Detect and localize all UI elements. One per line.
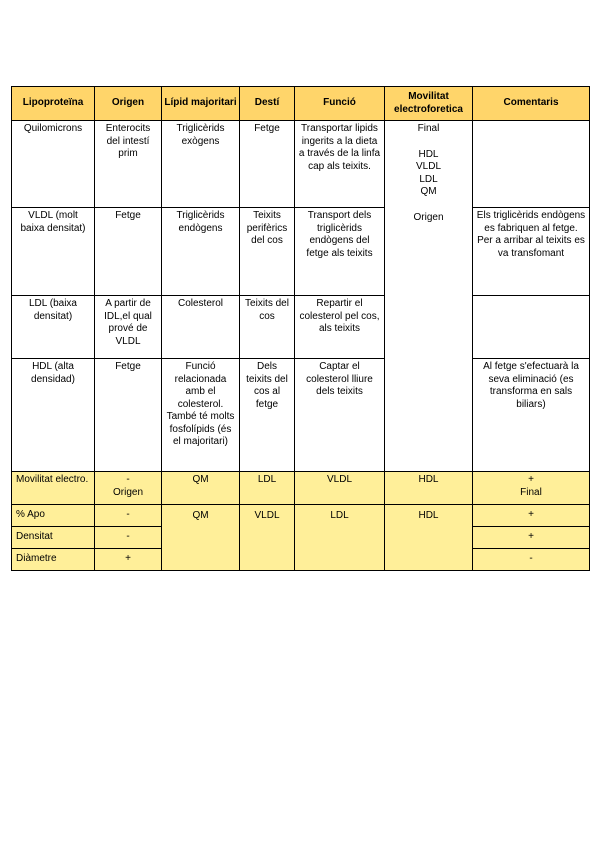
summary-cell-origen: + xyxy=(95,549,162,571)
header-movilitat: Movilitat electroforetica xyxy=(385,87,473,121)
cell-origen: Fetge xyxy=(95,359,162,472)
summary-cell-origen: - xyxy=(95,505,162,527)
summary-cell-comentaris: + xyxy=(473,527,590,549)
table-row xyxy=(12,121,590,208)
summary-label: % Apo xyxy=(12,505,95,527)
movilitat-origen: Origen xyxy=(413,211,444,223)
header-lipoproteina: Lipoproteïna xyxy=(12,87,95,121)
table-row xyxy=(12,359,590,472)
summary-cell-comentaris xyxy=(473,472,590,505)
summary-merged-funcio: LDL xyxy=(295,505,385,571)
summary-label: Movilitat electro. xyxy=(12,472,95,505)
summary-cell-desti: LDL xyxy=(240,472,295,505)
summary-cell-origen xyxy=(95,472,162,505)
cell-desti: Teixits perifèrics del cos xyxy=(240,208,295,296)
summary-origen-sign: - xyxy=(126,474,130,485)
movilitat-final: Final xyxy=(417,123,440,134)
summary-row-apo xyxy=(12,505,590,527)
movilitat-ldl: LDL xyxy=(419,173,438,185)
summary-cell-movilitat: HDL xyxy=(385,472,473,505)
summary-row-movilitat xyxy=(12,472,590,505)
cell-funcio: Repartir el colesterol pel cos, als teixits xyxy=(295,296,385,359)
header-lipid: Lípid majoritari xyxy=(162,87,240,121)
cell-desti: Fetge xyxy=(240,121,295,208)
summary-label: Diàmetre xyxy=(12,549,95,571)
header-row xyxy=(12,87,590,121)
cell-funcio: Captar el colesterol lliure dels teixits xyxy=(295,359,385,472)
summary-cell-funcio: VLDL xyxy=(295,472,385,505)
summary-label: Densitat xyxy=(12,527,95,549)
cell-comentaris: Els triglicèrids endògens es fabriquen al fetge. Per a arribar al teixits es va transfomant xyxy=(473,208,590,296)
cell-desti: Dels teixits del cos al fetge xyxy=(240,359,295,472)
cell-comentaris xyxy=(473,121,590,208)
cell-lipoproteina: HDL (alta densidad) xyxy=(12,359,95,472)
summary-cell-comentaris: + xyxy=(473,505,590,527)
cell-movilitat-scale xyxy=(385,121,473,472)
cell-lipoproteina: LDL (baixa densitat) xyxy=(12,296,95,359)
movilitat-qm: QM xyxy=(420,186,437,197)
movilitat-hdl: HDL xyxy=(418,148,439,160)
cell-desti: Teixits del cos xyxy=(240,296,295,359)
cell-lipoproteina: VLDL (molt baixa densitat) xyxy=(12,208,95,296)
header-desti: Destí xyxy=(240,87,295,121)
cell-lipid: Funció relacionada amb el colesterol. També té molts fosfolípids (és el majoritari) xyxy=(162,359,240,472)
lipoprotein-table xyxy=(11,86,590,571)
summary-final-text: Final xyxy=(520,486,542,498)
summary-cell-comentaris: - xyxy=(473,549,590,571)
summary-cell-lipid: QM xyxy=(162,472,240,505)
cell-origen: Enterocits del intestí prim xyxy=(95,121,162,208)
cell-lipid: Triglicèrids exògens xyxy=(162,121,240,208)
cell-comentaris: Al fetge s'efectuarà la seva eliminació (es transforma en sals biliars) xyxy=(473,359,590,472)
cell-funcio: Transport dels triglicèrids endògens del fetge als teixits xyxy=(295,208,385,296)
cell-funcio: Transportar lipids ingerits a la dieta a través de la linfa cap als teixits. xyxy=(295,121,385,208)
summary-merged-movilitat: HDL xyxy=(385,505,473,571)
header-origen: Origen xyxy=(95,87,162,121)
header-comentaris: Comentaris xyxy=(473,87,590,121)
cell-origen: Fetge xyxy=(95,208,162,296)
summary-origen-text: Origen xyxy=(112,486,143,498)
table-row xyxy=(12,296,590,359)
cell-lipid: Triglicèrids endògens xyxy=(162,208,240,296)
cell-lipoproteina: Quilomicrons xyxy=(12,121,95,208)
cell-comentaris xyxy=(473,296,590,359)
summary-final-sign: + xyxy=(528,474,534,485)
movilitat-vldl: VLDL xyxy=(415,161,441,172)
cell-origen: A partir de IDL,el qual prové de VLDL xyxy=(95,296,162,359)
summary-merged-desti: VLDL xyxy=(240,505,295,571)
table-row xyxy=(12,208,590,296)
cell-lipid: Colesterol xyxy=(162,296,240,359)
summary-merged-lipid: QM xyxy=(162,505,240,571)
summary-cell-origen: - xyxy=(95,527,162,549)
header-funcio: Funció xyxy=(295,87,385,121)
